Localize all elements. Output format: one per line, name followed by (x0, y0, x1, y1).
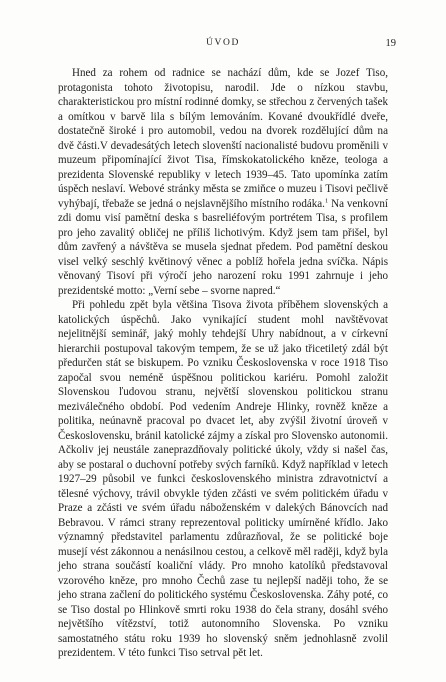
paragraph-1-text-a: Hned za rohem od radnice se nachází dům, kde se Jozef Tiso, protagonista tohoto životopisu, narodil. Jde o nízkou stavbu, charakteristickou pro místní rodinné domky, se střechou z červených tašek a omítkou v barvě lila s bílým lemováním. Kované dvoukřídlé dveře, dostatečně široké i pro automobil, vedou na dvorek rozdělující dům na dvě části.V devadesátých letech slovenští nacionalisté budovu proměnili v muzeum připomínající život Tisa, římskokatolického kněze, teologa a prezidenta Slovenské republiky v letech 1939–45. Tato upomínka zatím úspěch neslaví. Webové stránky města se zmiňce o muzeu i Tisovi pečlivě vyhýbají, třebaže se jedná o nejslavnějšího místního rodáka. (58, 67, 388, 210)
paragraph-1-text-b: Na venkovní zdi domu visí pamětní deska s basreliéfovým portrétem Tisa, s profilem pro jeho zavalitý obličej ne příliš lichotivým. Když jsem tam přišel, byl dům zavřený a návštěva se musela sjednat předem. Pod pamětní deskou visel velký seschlý květinový věnec a poblíž hořela jedna svíčka. Nápis věnovaný Tisoví při výročí jeho narození roku 1991 zahrnuje i jeho prezidentské motto: „Verní sebe – svorne napred.“ (58, 197, 388, 297)
paragraph-1 (58, 66, 388, 298)
footnote-marker[interactable]: 1 (324, 196, 329, 204)
paragraph-2: Při pohledu zpět byla většina Tisova života příběhem slovenských a katolických úspěchů. Jako vynikající student mohl navštěvovat nejelitnější seminář, jaký mohly tehdejší Uhry nabídnout, a v církevní hierarchii postupoval takovým tempem, že se už jako třicetiletý zdál být předurčen stát se biskupem. Po vzniku Československa v roce 1918 Tiso započal svou neméně úspěšnou politickou kariéru. Pomohl založit Slovenskou ľudovou stranu, největší slovenskou politickou stranu meziválečného období. Pod vedením Andreje Hlinky, rovněž kněze a politika, neúnavně pracoval po dvacet let, aby zvýšil životní úroveň v Československu, bránil katolické zájmy a získal pro Slovensko autonomii. Ačkoliv jej neustále zaneprazdňovaly politické úkoly, vždy si našel čas, aby se postaral o duchovní potřeby svých farníků. Když například v letech 1927–29 působil ve funkci československého ministra zdravotnictví a tělesné výchovy, trávil obvykle týden zčásti ve svém politickém úřadu v Praze a zčásti ve svém úřadu náboženském v dalekých Bánovcích nad Bebravou. V rámci strany reprezentoval politicky umírněné křídlo. Jako významný představitel parlamentu zdůrazňoval, že se politické boje musejí vést zákonnou a nenásilnou cestou, a celkově měl raději, když byla jeho strana součástí koaliční vlády. Pro mnoho katolíků představoval vzorového kněze, pro mnoho Čechů zase tu nejlepší naději toho, že se jeho strana začlení do politického systému Československa. Záhy poté, co se Tiso dostal po Hlinkově smrti roku 1938 do čela strany, dosáhl svého největšího vítězství, totiž autonomního Slovenska. Po vzniku samostatného státu roku 1939 ho slovenský sněm jednohlasně zvolil prezidentem. V této funkci Tiso setrval pět let. (58, 299, 388, 659)
body-text (58, 66, 388, 661)
running-head: ÚVOD (206, 38, 240, 48)
page-header (0, 38, 446, 52)
page-number: 19 (385, 38, 396, 49)
